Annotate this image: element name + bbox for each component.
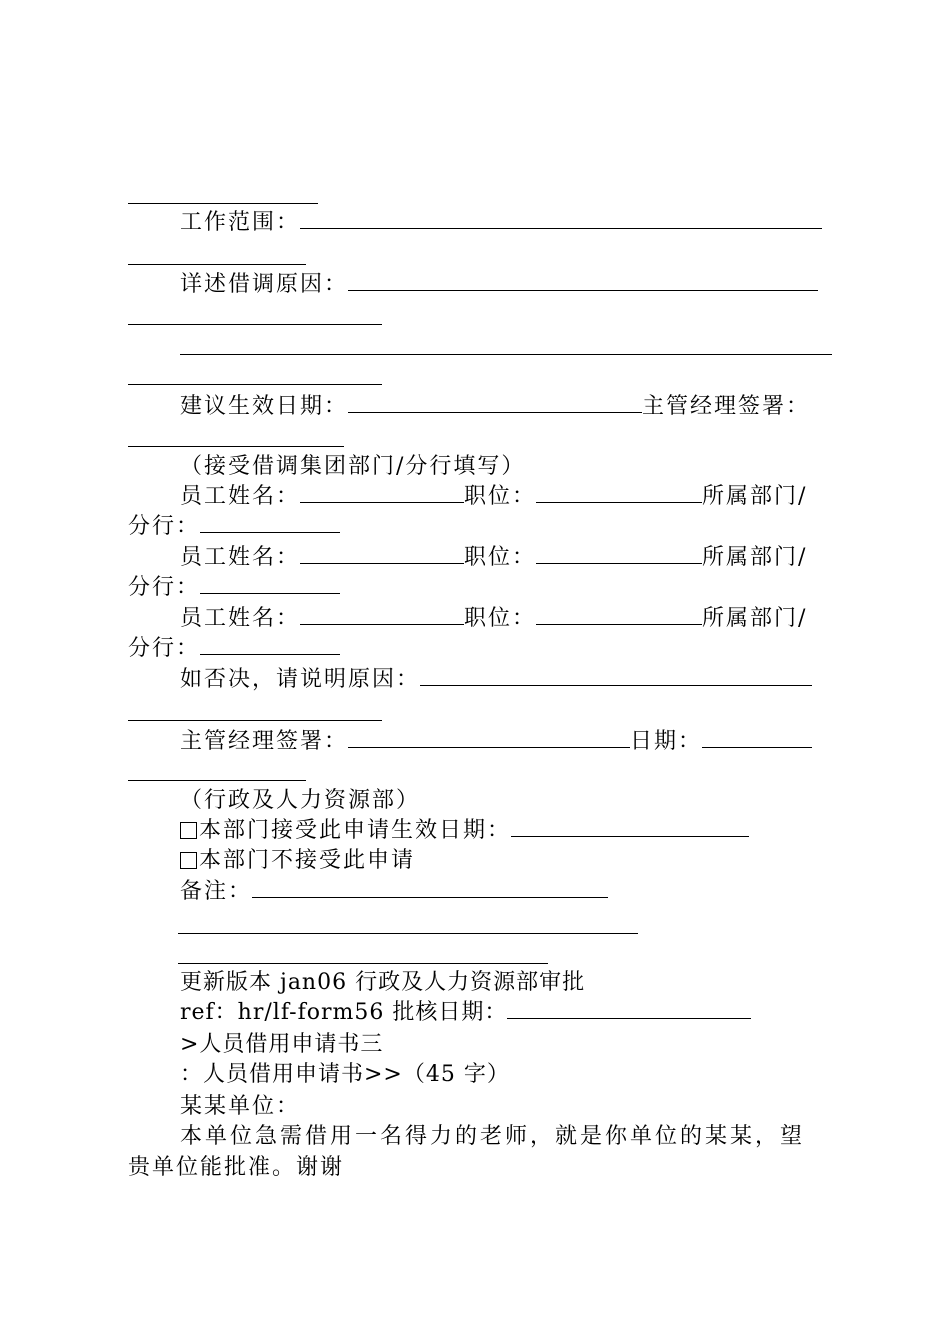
- employee-name-field[interactable]: [300, 482, 464, 503]
- letter-body-line-2: 贵单位能批准。谢谢: [128, 1155, 345, 1180]
- reason-field[interactable]: [348, 270, 818, 291]
- receiving-sign-row: [180, 727, 812, 757]
- employee-row-2: [180, 543, 807, 573]
- position-label: 职位：: [464, 545, 537, 570]
- effective-date-row: [180, 392, 810, 422]
- branch-row-3: [128, 634, 340, 664]
- employee-name-label: 员工姓名：: [180, 606, 301, 631]
- hr-section-title: （行政及人力资源部）: [180, 788, 421, 813]
- remarks-label: 备注：: [180, 879, 253, 904]
- position-field[interactable]: [536, 482, 702, 503]
- accept-option-row: [180, 816, 749, 846]
- reject-reason-row: [180, 665, 812, 695]
- manager-sign-field[interactable]: [348, 727, 630, 748]
- accept-option-label: 本部门接受此申请生效日期：: [199, 818, 512, 843]
- position-field[interactable]: [536, 604, 702, 625]
- reason-field-line2-continued: [128, 384, 382, 385]
- remarks-row: [180, 877, 608, 907]
- accept-checkbox[interactable]: [180, 822, 197, 839]
- manager-sign-field: [128, 446, 344, 447]
- work-scope-row: [180, 208, 822, 238]
- remarks-field-line3: [178, 963, 548, 964]
- position-field[interactable]: [536, 543, 702, 564]
- employee-name-label: 员工姓名：: [180, 484, 301, 509]
- dept-label: 所属部门/: [702, 545, 808, 570]
- remarks-field[interactable]: [252, 877, 608, 898]
- reject-reason-label: 如否决，请说明原因：: [180, 667, 421, 692]
- date-field-continued: [128, 780, 306, 781]
- reject-checkbox[interactable]: [180, 852, 197, 869]
- manager-sign-label: 主管经理签署：: [180, 729, 349, 754]
- effective-date-field[interactable]: [348, 392, 642, 413]
- reason-label: 详述借调原因：: [180, 272, 349, 297]
- branch-field[interactable]: [200, 634, 340, 655]
- employee-name-label: 员工姓名：: [180, 545, 301, 570]
- reason-row: [180, 270, 818, 300]
- effective-date-label: 建议生效日期：: [180, 394, 349, 419]
- reject-option-label: 本部门不接受此申请: [199, 848, 416, 873]
- work-scope-label: 工作范围：: [180, 210, 301, 235]
- letter-heading-1: >人员借用申请书三: [180, 1032, 384, 1057]
- work-scope-field[interactable]: [300, 208, 822, 229]
- employee-row-3: [180, 604, 807, 634]
- branch-label: 分行：: [128, 575, 201, 600]
- approval-date-field[interactable]: [507, 998, 751, 1019]
- branch-label: 分行：: [128, 514, 201, 539]
- reject-option-row: [180, 846, 415, 876]
- branch-row-2: [128, 573, 340, 603]
- position-label: 职位：: [464, 606, 537, 631]
- reject-reason-field-continued: [128, 720, 382, 721]
- branch-row-1: [128, 512, 340, 542]
- letter-salutation: 某某单位：: [180, 1094, 301, 1119]
- employee-name-field[interactable]: [300, 604, 464, 625]
- letter-body-line-1: 本单位急需借用一名得力的老师，就是你单位的某某，望: [180, 1124, 806, 1149]
- dept-label: 所属部门/: [702, 606, 808, 631]
- date-field[interactable]: [702, 727, 812, 748]
- dept-label: 所属部门/: [702, 484, 808, 509]
- branch-label: 分行：: [128, 636, 201, 661]
- receiving-section-title: （接受借调集团部门/分行填写）: [180, 454, 526, 479]
- reason-field-continued: [128, 324, 382, 325]
- version-line: 更新版本 jan06 行政及人力资源部审批: [180, 970, 586, 995]
- letter-heading-2: ：人员借用申请书>>（45 字）: [180, 1062, 510, 1087]
- employee-name-field[interactable]: [300, 543, 464, 564]
- underline: [128, 203, 318, 204]
- date-label: 日期：: [630, 729, 703, 754]
- branch-field[interactable]: [200, 573, 340, 594]
- position-label: 职位：: [464, 484, 537, 509]
- ref-row: [180, 998, 751, 1028]
- reason-field-line2: [180, 354, 832, 355]
- accept-date-field[interactable]: [511, 816, 749, 837]
- reject-reason-field[interactable]: [420, 665, 812, 686]
- remarks-field-line2: [178, 933, 638, 934]
- employee-row-1: [180, 482, 807, 512]
- manager-sign-label: 主管经理签署：: [642, 394, 811, 419]
- ref-label: ref：hr/lf-form56 批核日期：: [180, 1000, 508, 1025]
- branch-field[interactable]: [200, 512, 340, 533]
- work-scope-field-continued: [128, 264, 306, 265]
